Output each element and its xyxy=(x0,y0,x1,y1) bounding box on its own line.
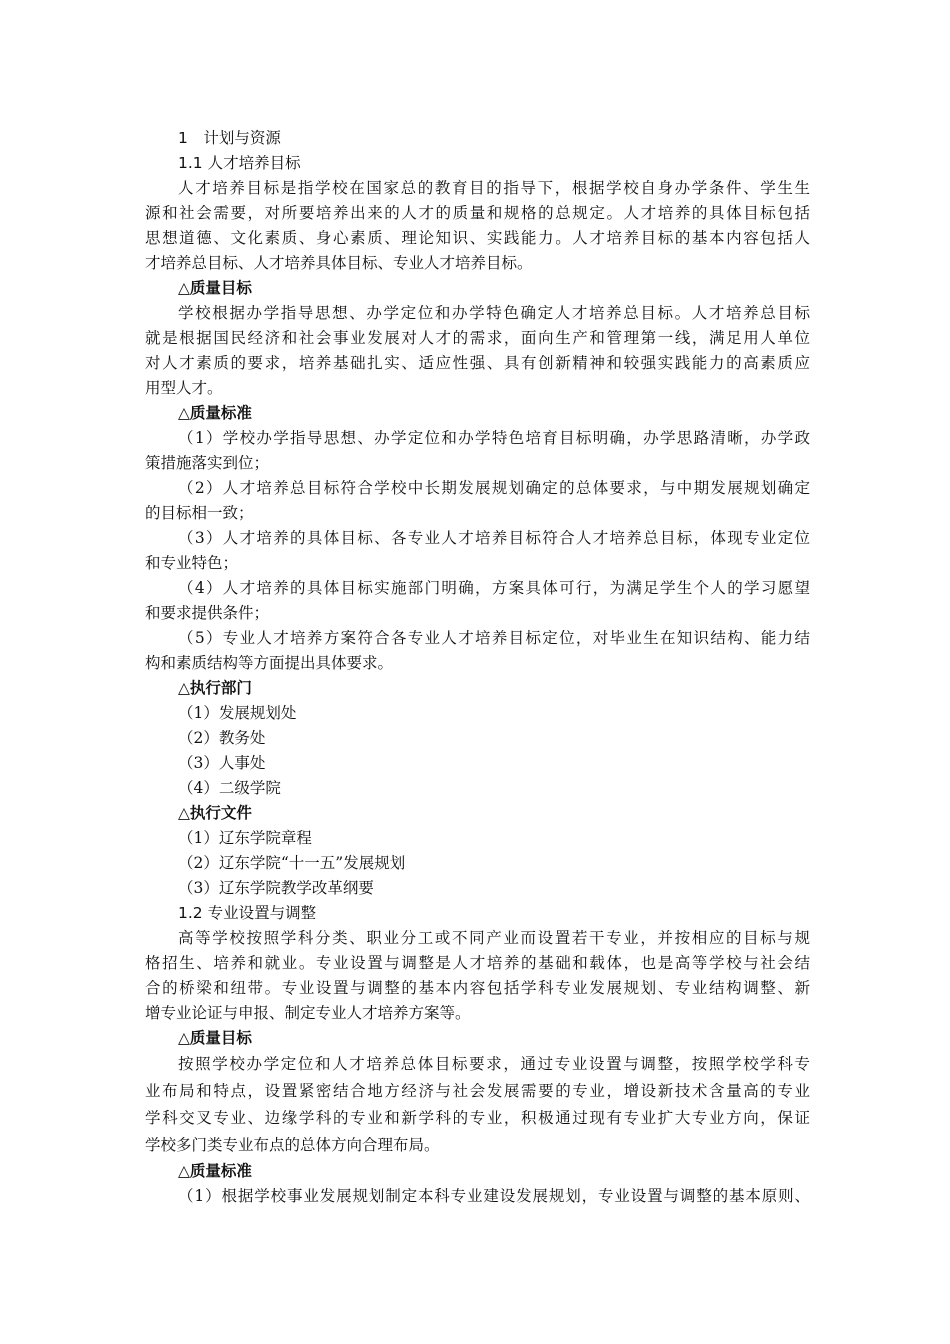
section-heading xyxy=(145,1026,810,1051)
section-heading xyxy=(145,801,810,826)
list-item xyxy=(145,851,810,876)
paragraph-line: 学校多门类专业布点的总体方向合理布局。 xyxy=(145,1136,440,1154)
paragraph-line: 学校根据办学指导思想、办学定位和办学特色确定人才培养总目标。人才培养总目标 xyxy=(178,304,810,322)
paragraph-line: 合的桥梁和纽带。专业设置与调整的基本内容包括学科专业发展规划、专业结构调整、新 xyxy=(145,979,810,997)
section-heading xyxy=(145,126,810,151)
list-item-text: （4）二级学院 xyxy=(178,779,281,797)
section-heading xyxy=(145,901,810,926)
heading-text: △执行文件 xyxy=(178,804,252,822)
paragraph-line: （1）学校办学指导思想、办学定位和办学特色培育目标明确，办学思路清晰，办学政 xyxy=(178,429,810,447)
paragraph-line: 策措施落实到位； xyxy=(145,454,270,472)
paragraph xyxy=(145,176,810,276)
paragraph-line: （3）人才培养的具体目标、各专业人才培养目标符合人才培养总目标，体现专业定位 xyxy=(178,529,810,547)
paragraph-line: （1）根据学校事业发展规划制定本科专业建设发展规划，专业设置与调整的基本原则、 xyxy=(178,1187,810,1205)
paragraph-line: 格招生、培养和就业。专业设置与调整是人才培养的基础和载体，也是高等学校与社会结 xyxy=(145,954,810,972)
paragraph-line: （5）专业人才培养方案符合各专业人才培养目标定位，对毕业生在知识结构、能力结 xyxy=(178,629,810,647)
paragraph-line: 和专业特色； xyxy=(145,554,239,572)
document-body xyxy=(145,126,810,1209)
paragraph-line: （2）人才培养总目标符合学校中长期发展规划确定的总体要求，与中期发展规划确定 xyxy=(178,479,810,497)
list-item-text: （1）辽东学院章程 xyxy=(178,829,312,847)
list-item xyxy=(145,751,810,776)
list-item xyxy=(145,876,810,901)
paragraph-line: （4）人才培养的具体目标实施部门明确，方案具体可行，为满足学生个人的学习愿望 xyxy=(178,579,810,597)
list-item xyxy=(145,776,810,801)
section-heading xyxy=(145,276,810,301)
paragraph-line: 思想道德、文化素质、身心素质、理论知识、实践能力。人才培养目标的基本内容包括人 xyxy=(145,229,810,247)
section-heading xyxy=(145,1159,810,1184)
paragraph xyxy=(145,576,810,626)
section-heading xyxy=(145,676,810,701)
paragraph xyxy=(145,526,810,576)
paragraph-line: 就是根据国民经济和社会事业发展对人才的需求，面向生产和管理第一线，满足用人单位 xyxy=(145,329,810,347)
paragraph xyxy=(145,426,810,476)
list-item-text: （3）人事处 xyxy=(178,754,266,772)
paragraph xyxy=(145,1051,810,1159)
paragraph-line: 人才培养目标是指学校在国家总的教育目的指导下，根据学校自身办学条件、学生生 xyxy=(178,179,810,197)
paragraph-line: 和要求提供条件； xyxy=(145,604,270,622)
list-item xyxy=(145,701,810,726)
paragraph xyxy=(145,626,810,676)
paragraph-line: 对人才素质的要求，培养基础扎实、适应性强、具有创新精神和较强实践能力的高素质应 xyxy=(145,354,810,372)
heading-text: △质量标准 xyxy=(178,404,252,422)
paragraph-line: 学科交叉专业、边缘学科的专业和新学科的专业，积极通过现有专业扩大专业方向，保证 xyxy=(145,1109,810,1127)
heading-text: △质量目标 xyxy=(178,279,252,297)
list-item xyxy=(145,726,810,751)
section-heading xyxy=(145,401,810,426)
paragraph-line: 增专业论证与申报、制定专业人才培养方案等。 xyxy=(145,1004,471,1022)
paragraph-line: 业布局和特点，设置紧密结合地方经济与社会发展需要的专业，增设新技术含量高的专业 xyxy=(145,1082,810,1100)
heading-text: △执行部门 xyxy=(178,679,252,697)
paragraph xyxy=(145,1184,810,1209)
list-item-text: （2）辽东学院“十一五”发展规划 xyxy=(178,854,406,872)
heading-text: 1.1 人才培养目标 xyxy=(178,154,301,172)
paragraph-line: 用型人才。 xyxy=(145,379,223,397)
heading-text: 1.2 专业设置与调整 xyxy=(178,904,317,922)
paragraph xyxy=(145,476,810,526)
paragraph-line: 按照学校办学定位和人才培养总体目标要求，通过专业设置与调整，按照学校学科专 xyxy=(178,1055,810,1073)
heading-text: 1 计划与资源 xyxy=(178,129,281,147)
paragraph-line: 高等学校按照学科分类、职业分工或不同产业而设置若干专业，并按相应的目标与规 xyxy=(178,929,810,947)
list-item-text: （3）辽东学院教学改革纲要 xyxy=(178,879,374,897)
heading-text: △质量目标 xyxy=(178,1029,252,1047)
list-item-text: （1）发展规划处 xyxy=(178,704,297,722)
paragraph xyxy=(145,301,810,401)
heading-text: △质量标准 xyxy=(178,1162,252,1180)
paragraph-line: 构和素质结构等方面提出具体要求。 xyxy=(145,654,394,672)
paragraph-line: 源和社会需要，对所要培养出来的人才的质量和规格的总规定。人才培养的具体目标包括 xyxy=(145,204,810,222)
paragraph-line: 的目标相一致； xyxy=(145,504,254,522)
list-item-text: （2）教务处 xyxy=(178,729,266,747)
section-heading xyxy=(145,151,810,176)
list-item xyxy=(145,826,810,851)
paragraph xyxy=(145,926,810,1026)
paragraph-line: 才培养总目标、人才培养具体目标、专业人才培养目标。 xyxy=(145,254,533,272)
